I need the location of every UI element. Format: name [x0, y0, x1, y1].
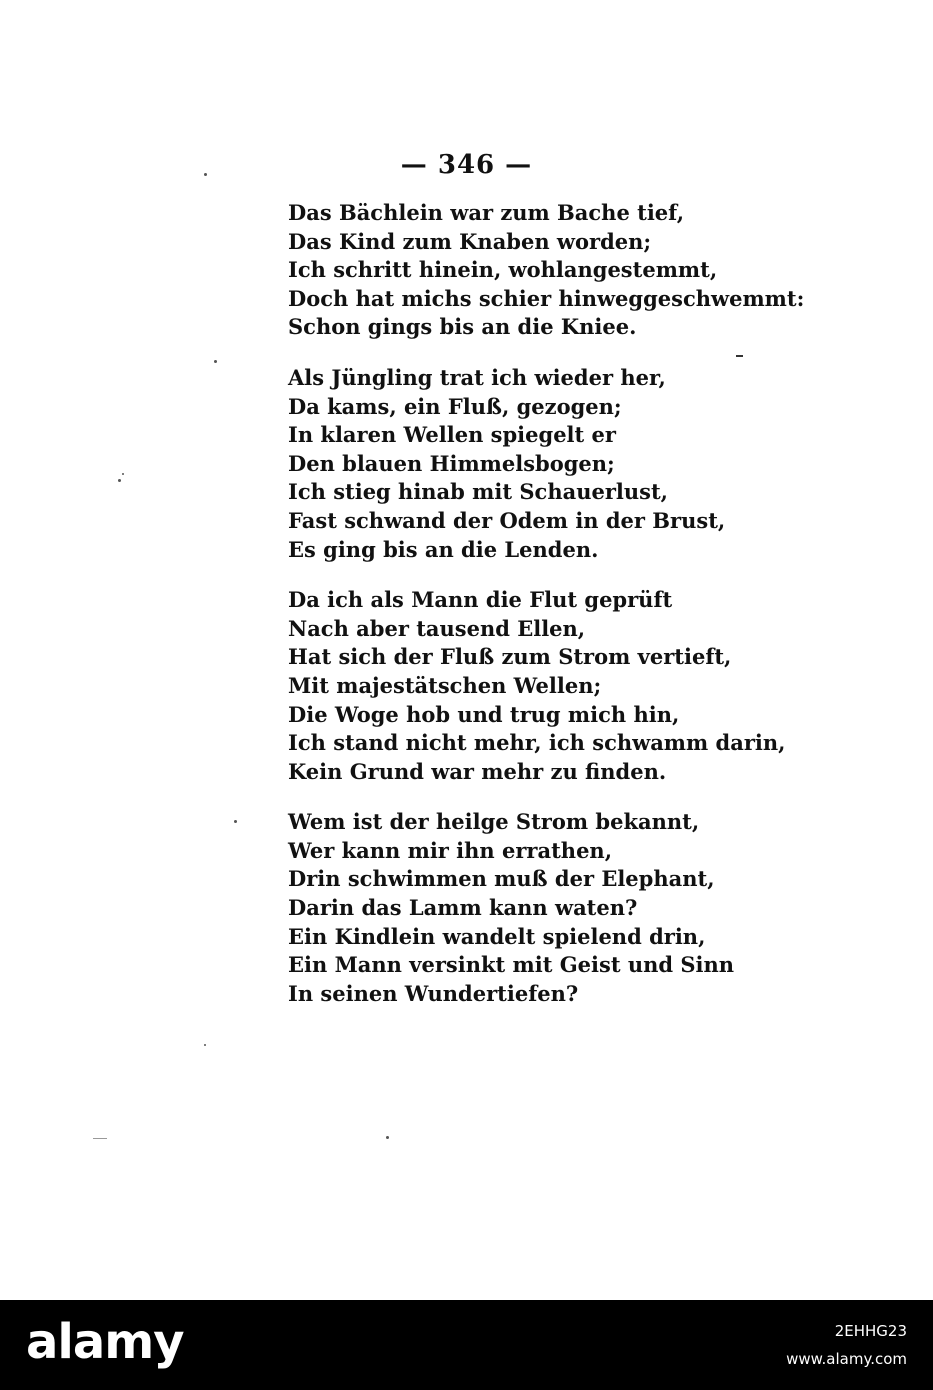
poem-line: Den blauen Himmelsbogen;	[288, 450, 615, 476]
scan-mark	[736, 355, 743, 357]
poem-line: Kein Grund war mehr zu finden.	[288, 758, 667, 784]
poem-line: In klaren Wellen spiegelt er	[288, 422, 616, 448]
scan-speck	[118, 479, 121, 482]
poem-line: Das Bächlein war zum Bache tief,	[288, 200, 685, 225]
poem-line: Ein Kindlein wandelt spielend drin,	[288, 923, 706, 949]
poem-line: Ich stand nicht mehr, ich schwamm darin,	[288, 730, 786, 756]
stanza-2	[288, 364, 848, 564]
poem-line: Es ging bis an die Lenden.	[288, 536, 599, 562]
poem-line: Ein Mann versinkt mit Geist und Sinn	[288, 952, 735, 978]
scan-mark	[93, 1138, 107, 1139]
poem-line: Als Jüngling trat ich wieder her,	[288, 364, 666, 390]
site-url: www.alamy.com	[786, 1350, 907, 1368]
alamy-logo: alamy	[26, 1314, 184, 1370]
page-number: — 346 —	[400, 150, 533, 180]
scan-speck	[122, 473, 124, 475]
poem	[288, 199, 848, 1030]
scan-speck	[386, 1136, 389, 1139]
poem-line: Da kams, ein Fluß, gezogen;	[288, 393, 622, 419]
poem-line: Das Kind zum Knaben worden;	[288, 228, 652, 254]
poem-line: Wer kann mir ihn errathen,	[288, 837, 613, 863]
scan-speck	[204, 173, 207, 176]
poem-line: Mit majestätschen Wellen;	[288, 672, 602, 698]
stanza-1	[288, 199, 848, 342]
poem-line: Drin schwimmen muß der Elephant,	[288, 866, 715, 892]
poem-line: Doch hat michs schier hinweggeschwemmt:	[288, 285, 805, 311]
poem-line: In seinen Wundertiefen?	[288, 980, 579, 1006]
stanza-3	[288, 586, 848, 786]
poem-line: Wem ist der heilge Strom bekannt,	[288, 809, 700, 835]
scan-speck	[214, 360, 217, 363]
poem-line: Schon gings bis an die Kniee.	[288, 314, 637, 340]
poem-line: Die Woge hob und trug mich hin,	[288, 701, 680, 727]
poem-line: Nach aber tausend Ellen,	[288, 615, 586, 641]
poem-line: Ich stieg hinab mit Schauerlust,	[288, 479, 668, 505]
stanza-4	[288, 808, 848, 1008]
poem-line: Hat sich der Fluß zum Strom vertieft,	[288, 644, 732, 670]
scan-speck	[204, 1044, 206, 1046]
poem-line: Fast schwand der Odem in der Brust,	[288, 507, 726, 533]
scan-speck	[234, 820, 237, 823]
poem-line: Darin das Lamm kann waten?	[288, 895, 638, 921]
stock-watermark-banner	[0, 1300, 933, 1390]
poem-line: Ich schritt hinein, wohlangestemmt,	[288, 257, 718, 283]
poem-line: Da ich als Mann die Flut geprüft	[288, 587, 673, 613]
image-id: 2EHHG23	[834, 1322, 907, 1340]
